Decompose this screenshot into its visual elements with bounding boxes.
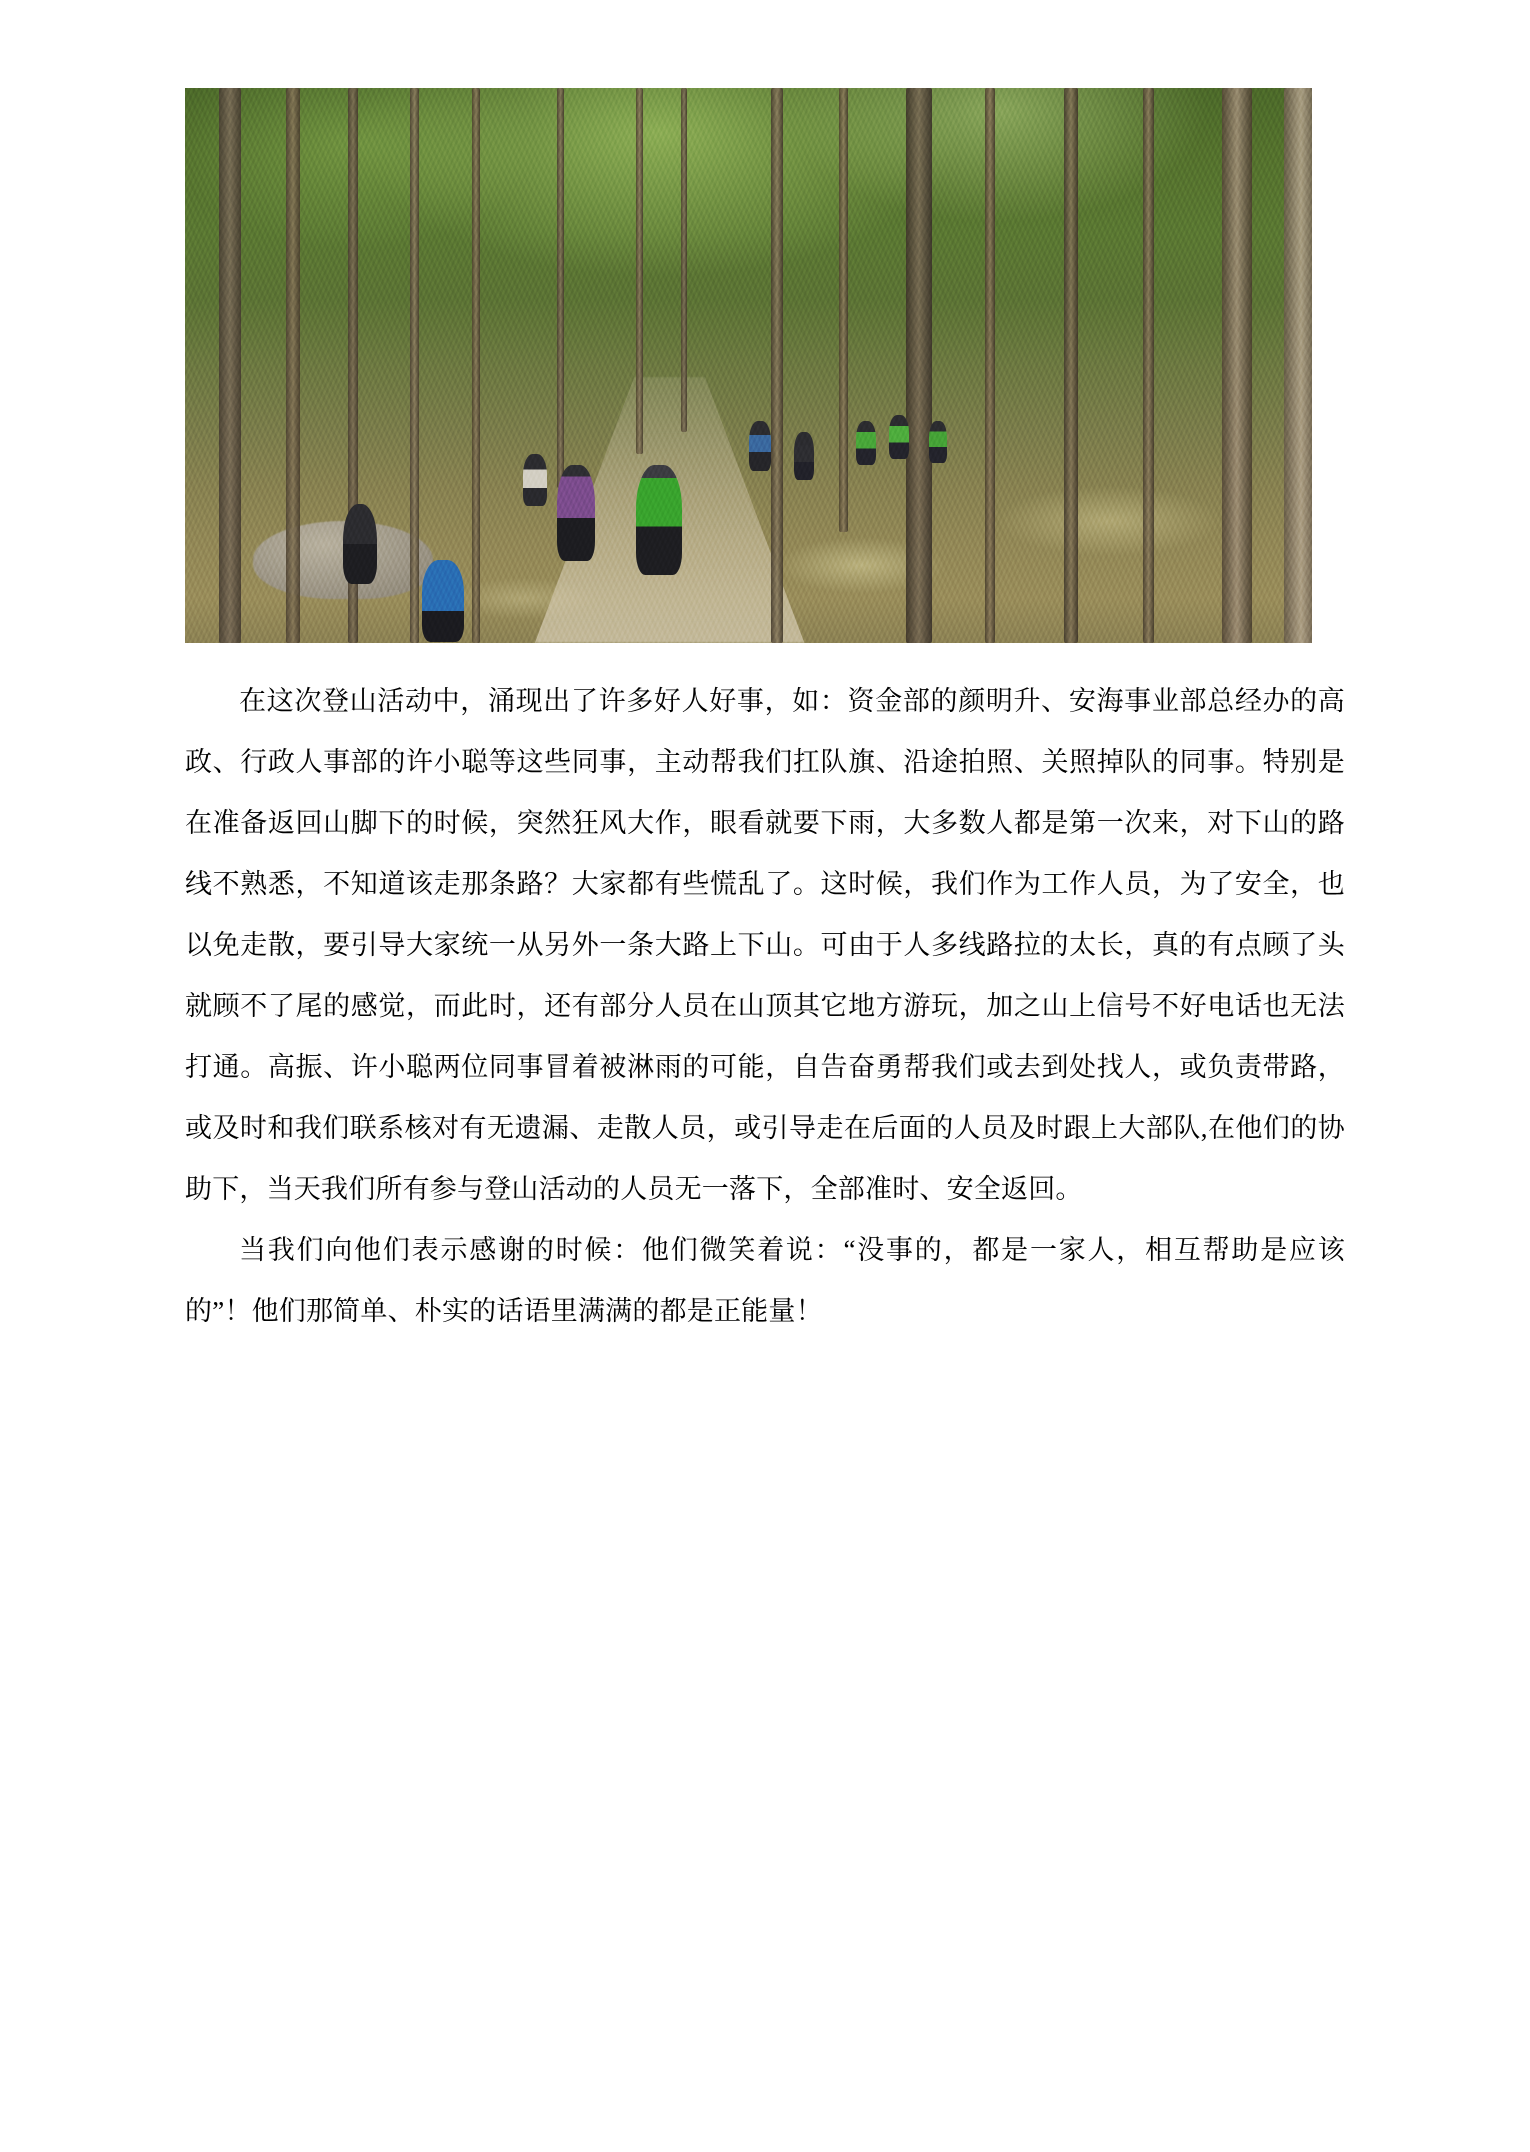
- page-content: [185, 88, 1345, 1342]
- paragraph-2: 当我们向他们表示感谢的时候：他们微笑着说：“没事的，都是一家人，相互帮助是应该的”！他们那简单、朴实的话语里满满的都是正能量！: [185, 1235, 1345, 1326]
- photo-image: [185, 88, 1312, 643]
- hiking-group-forest-trail-photo: [185, 88, 1312, 643]
- photo-texture-overlay: [185, 88, 1312, 643]
- paragraph-1: 在这次登山活动中，涌现出了许多好人好事，如：资金部的颜明升、安海事业部总经办的高政、行政人事部的许小聪等这些同事，主动帮我们扛队旗、沿途拍照、关照掉队的同事。特别是在准备返回山脚下的时候，突然狂风大作，眼看就要下雨，大多数人都是第一次来，对下山的路线不熟悉，不知道该走那条路？大家都有些慌乱了。这时候，我们作为工作人员，为了安全，也以免走散，要引导大家统一从另外一条大路上下山。可由于人多线路拉的太长，真的有点顾了头就顾不了尾的感觉，而此时，还有部分人员在山顶其它地方游玩，加之山上信号不好电话也无法打通。高振、许小聪两位同事冒着被淋雨的可能，自告奋勇帮我们或去到处找人，或负责带路，或及时和我们联系核对有无遗漏、走散人员，或引导走在后面的人员及时跟上大部队,在他们的协助下，当天我们所有参与登山活动的人员无一落下，全部准时、安全返回。: [185, 686, 1345, 1204]
- article-body: [185, 671, 1345, 1342]
